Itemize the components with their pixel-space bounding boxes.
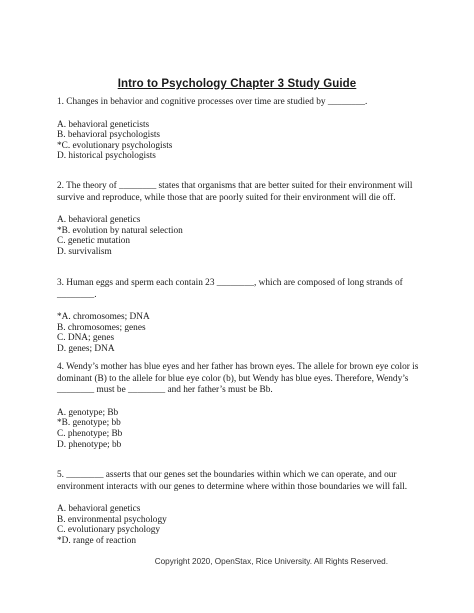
copyright-footer: Copyright 2020, OpenStax, Rice University. All Rights Reserved.	[154, 557, 388, 566]
answer-option: *A. chromosomes; DNA	[57, 312, 150, 323]
answer-option: D. survivalism	[57, 246, 112, 257]
answer-option: A. genotype; Bb	[57, 407, 119, 418]
question-stem: 3. Human eggs and sperm each contain 23 ________, which are composed of long strands of ________.	[57, 278, 403, 300]
question-1	[57, 97, 427, 162]
answer-option: A. behavioral genetics	[57, 215, 141, 226]
answer-option: C. genetic mutation	[57, 236, 131, 247]
question-2	[57, 181, 427, 258]
answer-option: A. behavioral genetics	[57, 504, 141, 515]
answer-option: D. phenotype; bb	[57, 439, 122, 450]
answer-option: D. historical psychologists	[57, 151, 156, 162]
question-stem: 5. ________ asserts that our genes set the boundaries within which we can operate, and our environment interacts with our genes to determine where within those boundaries we will fall.	[57, 470, 408, 492]
answer-option: B. behavioral psychologists	[57, 130, 161, 141]
answer-option: C. evolutionary psychology	[57, 525, 161, 536]
question-5	[57, 470, 427, 547]
answer-option: *B. genotype; bb	[57, 418, 121, 429]
question-4	[57, 362, 427, 450]
answer-option: *B. evolution by natural selection	[57, 225, 183, 236]
answer-option: *C. evolutionary psychologists	[57, 140, 173, 151]
answer-option: D. genes; DNA	[57, 343, 115, 354]
answer-option: B. environmental psychology	[57, 514, 167, 525]
question-stem: 2. The theory of ________ states that organisms that are better suited for their environment will survive and reproduce, while those that are poorly suited for their environment will die off.	[57, 181, 413, 203]
answer-option: A. behavioral geneticists	[57, 119, 150, 130]
question-3	[57, 278, 427, 355]
answer-option: C. phenotype; Bb	[57, 428, 123, 439]
answer-option: B. chromosomes; genes	[57, 322, 146, 333]
answer-option: *D. range of reaction	[57, 535, 136, 546]
answer-option: C. DNA; genes	[57, 333, 115, 344]
document-title: Intro to Psychology Chapter 3 Study Guide	[117, 78, 357, 90]
question-stem: 1. Changes in behavior and cognitive processes over time are studied by ________.	[57, 97, 368, 107]
question-stem: 4. Wendy’s mother has blue eyes and her father has brown eyes. The allele for brown eye color is dominant (B) to the allele for blue eye color (b), but Wendy has blue eyes. Therefore, Wendy’s ________ must be ________ and her father’s must be Bb.	[57, 362, 419, 396]
